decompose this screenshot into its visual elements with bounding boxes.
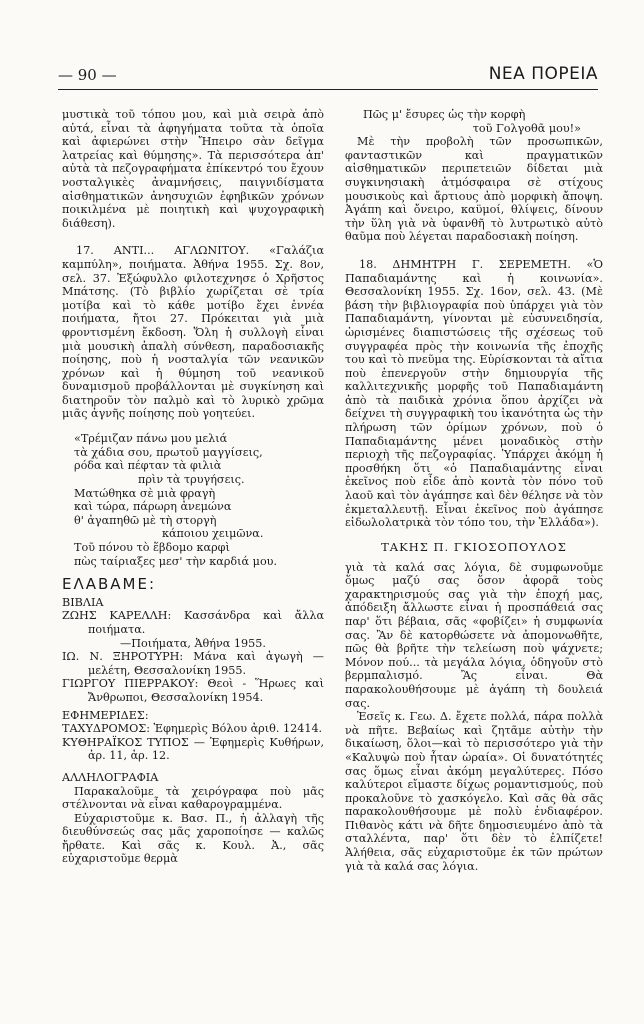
correspondence-note: Παρακαλοῦμε τὰ χειρόγραφα ποὺ μᾶς στέλνονται νὰ εἶναι καθαρογραμμένα. [62, 784, 324, 812]
correspondence-thanks: Εὐχαριστοῦμε κ. Βασ. Π., ἡ ἀλλαγὴ τῆς διευθύνσεώς σας μᾶς χαροποίησε — καλῶς ἤρθατε. Καὶ σᾶς κ. Κουλ. Ἀ., σᾶς εὐχαριστοῦμε θερμὰ [62, 811, 324, 866]
poem-line: πὼς ταίριαξες μεσ' τὴν καρδιά μου. [74, 554, 278, 568]
poem-line: κάποιου χειμῶνα. [162, 527, 264, 541]
reply-paragraph: Ἐσεῖς κ. Γεω. Δ. ἔχετε πολλά, πάρα πολλὰ νὰ πῆτε. Βεβαίως καὶ ζητᾶμε αὐτὴν τὴν δικαίωση, ὅλοι—καὶ τὸ περισσότερο γιὰ τὴν «Καλυψὼ ποὺ ἦταν ὡραία». Οἱ δυνατότητές σας ὅμως εἶναι ἀκόμη μεγαλύτερες. Πόσο καλύτεροι εἴμαστε δίχως ρομαντισμούς, ποὺ προκαλοῦνε τὸ χασκόγελο. Καὶ σᾶς θὰ σᾶς παρακολουθήσουμε μὲ πολὺ ἐνδιαφέρον. Πιθανὸς κάτι νὰ δῆτε δημοσιευμένο ἀπὸ τὰ σταλλέντα, παρ' ὅτι δὲν τὸ ἐλπίζετε! Ἀλήθεια, σᾶς εὐχαριστοῦμε ἐκ τῶν πρώτων γιὰ τὰ καλά σας λόγια. [345, 710, 603, 873]
page-header [58, 62, 598, 92]
book-item: ΖΩΗΣ ΚΑΡΕΛΛΗ: Κασσάνδρα καὶ ἄλλα ποιήματα. [62, 609, 324, 636]
poem-line: ρόδα καὶ πέφταν τὰ φιλιὰ [74, 459, 222, 473]
header-rule [58, 89, 598, 90]
poem-line: θ' ἀγαπηθῶ μὲ τὴ στοργὴ [74, 513, 217, 527]
quote-line: τοῦ Γολγοθᾶ μου!» [472, 121, 581, 135]
poem-line: «Τρέμιζαν πάνω μου μελιά [74, 432, 228, 446]
books-heading: ΒΙΒΛΙΑ [62, 595, 104, 609]
poem-line: καὶ τώρα, πάρωρη ἀνεμώνα [74, 500, 232, 514]
quote-line: Πῶς μ' ἔσυρες ὡς τὴν κορφὴ [363, 108, 526, 121]
newspaper-item: ΤΑΧΥΔΡΟΜΟΣ: Ἐφημερὶς Βόλου ἀριθ. 12414. [62, 722, 323, 736]
poem-line: Τοῦ πόνου τὸ ἕβδομο καρφὶ [74, 541, 230, 554]
author-signature: ΤΑΚΗΣ Π. ΓΚΙΟΣΟΠΟΥΛΟΣ [381, 540, 567, 554]
book-item: —Ποιήματα, Ἀθήνα 1955. [120, 636, 266, 650]
poem-line: τὰ χάδια σου, πρωτοῦ μαγγίσεις, [74, 445, 263, 459]
book-item: ΓΙΩΡΓΟΥ ΠΙΕΡΡΑΚΟΥ: Θεοὶ - Ἥρωες καὶ Ἄνθρωποι, Θεσσαλονίκη 1954. [62, 677, 324, 704]
newspaper-item: ΚΥΘΗΡΑΪΚΟΣ ΤΥΠΟΣ — Ἐφημερὶς Κυθήρων, ἀρ. 11, ἀρ. 12. [62, 735, 324, 763]
left-column [62, 108, 324, 866]
correspondence-heading: ΑΛΛΗΛΟΓΡΑΦΙΑ [62, 770, 159, 784]
right-column [345, 108, 603, 873]
page-number: — 90 — [58, 66, 117, 84]
entry-18: 18. ΔΗΜΗΤΡΗ Γ. ΣΕΡΕΜΕΤΗ. «Ὁ Παπαδιαμάντης καὶ ἡ κοινωνία». Θεσσαλονίκη 1955. Σχ. 16ον, σελ. 43. (Μὲ βάση τὴν βιβλιογραφία ποὺ ὑπάρχει γιὰ τὸν Παπαδιαμάντη, γίνονται μὲ εὐσυνειδησία, ὡρισμένες διαπιστώσεις τῆς σχέσεως τοῦ συγγραφέα πρὸς τὴν κοινωνία τῆς ἐποχῆς του καὶ τὸ πνεῦμα της. Εὑρίσκονται τὰ αἴτια ποὺ ἐπενεργοῦν στὴν δημιουργία τῆς καλλιτεχνικῆς μορφῆς τοῦ Παπαδιαμάντη ἀπὸ τὰ παιδικὰ χρόνια ὅπου ἀρχίζει νὰ δείχνει τὴ συγγραφικὴ του ἱκανότητα ὡς τὴν πλήρωση τῶν ὁρίμων χρόνων, ποὺ ὁ Παπαδιαμάντης μένει μοναδικὸς στὴν περιοχὴ τῆς πεζογραφίας. Ὑπάρχει ἀκόμη ἡ προσθήκη ὅτι «ὁ Παπαδιαμάντης εἶναι ἐκεῖνος ποὺ εἶδε ἀπὸ κοντὰ τὸν πόνο τοῦ λαοῦ καὶ τὸν ἀγάπησε καὶ δὲν θέλησε νὰ τὸν ἐκμεταλλευτῇ. Εἶναι ἐκεῖνος ποὺ ἀγάπησε εἰδωλολατρικὰ τὸν τόπο του, τὴν Ἑλλάδα»). [345, 257, 603, 530]
review-continuation: Μὲ τὴν προβολὴ τῶν προσωπικῶν, φανταστικῶν καὶ πραγματικῶν αἰσθηματικῶν περιπετειῶν δίδεται μιὰ συγκινησιακὴ ἀτμόσφαιρα σὲ στίχους μουσικοὺς καὶ ἄρτιους ἀπὸ μορφικὴ ἄποψη. Ἀγάπη καὶ ὄνειρο, καϋμοί, θλίψεις, δίνουν τὴν ὕλη γιὰ νὰ ὑφανθῆ τὸ λυτρωτικὸ αὐτὸ θαῦμα ποὺ λέγεται παραδοσιακὴ ποίηση. [345, 135, 603, 244]
poem-line: Ματώθηκα σὲ μιὰ φραγὴ [74, 486, 216, 500]
intro-paragraph: μυστικὰ τοῦ τόπου μου, καὶ μιὰ σειρὰ ἀπὸ αὐτά, εἶναι τὰ ἀφηγήματα τοῦτα τὰ ὁποῖα καὶ ἀφιερώνει στὴν Ἤπειρο σὰν δεῖγμα λατρείας καὶ θύμησης». Τὰ περισσότερα ἀπ' αὐτὰ τὰ πεζογραφήματα ἐπίκεντρό του ἔχουν νοσταλγικὲς ἀναμνήσεις, παιγνιδίσματα αἰσθηματικῶν ἀνησυχιῶν ἐφηβικῶν χρόνων ποικιλμένα μὲ ποιητικὴ καὶ ψυχογραφικὴ διάθεση). [62, 108, 324, 230]
newspapers-heading: ΕΦΗΜΕΡΙΔΕΣ: [62, 708, 149, 722]
poem-line: πρὶν τὰ τρυγήσεις. [138, 473, 245, 487]
poem-excerpt [74, 432, 324, 568]
received-heading: ΕΛΑΒΑΜΕ: [62, 575, 157, 594]
reply-paragraph: γιὰ τὰ καλά σας λόγια, δὲ συμφωνοῦμε ὅμως μαζύ σας ὅσον ἀφορᾶ τοὺς χαρακτηρισμούς σας γιὰ τὴν ἐποχή μας, ἀπόδειξη ἄλλωστε εἶναι ἡ προσπάθειά σας παρ' ὅτι βέβαια, σᾶς «φοβίζει» ἡ συμφωνία σας. Ἂν δὲ κατορθώσετε νὰ ἀπομονωθῆτε, πῶς θὰ βρῆτε τὴν τελείωση ποὺ ψάχνετε; Μόνον πού... τὰ μεγάλα λόγια, ὁδηγοῦν στὸ βερμπαλισμό. Ἂς εἶναι. Θὰ παρακολουθήσουμε μὲ ἀγάπη τὴ δουλειά σας. [345, 560, 603, 710]
journal-title: ΝΕΑ ΠΟΡΕΙΑ [488, 64, 598, 84]
entry-17: 17. ΑΝΤΙ... ΑΓΛΩΝΙΤΟΥ. «Γαλάζια καμπύλη», ποιήματα. Ἀθήνα 1955. Σχ. 8ον, σελ. 37. Ἐξώφυλλο φιλοτεχνησε ὁ Χρῆστος Μπάτσης. (Τὸ βιβλίο χωρίζεται σὲ τρία μοτίβα καὶ τὸ κάθε μοτίβο ἔχει ἐννέα ποιήματα, ἤτοι 27. Πρόκειται γιὰ μιὰ φροντισμένη ἔκδοση. Ὅλη ἡ συλλογὴ εἶναι μιὰ μουσικὴ ἁπαλὴ σύνθεση, παραδοσιακῆς ποίησης, ποὺ ἡ νοσταλγία τῶν νεανικῶν χρόνων καὶ ἡ θύμηση τοῦ νεανικοῦ δυναμισμοῦ προβάλλονται μὲ συγκίνηση καὶ διατηροῦν τὸν παλμὸ καὶ τὸ λυρικὸ χρῶμα μιᾶς ἁγνῆς ποίησης ποὺ γοητεύει. [62, 244, 324, 421]
book-item: ΙΩ. Ν. ΞΗΡΟΤΥΡΗ: Μάνα καὶ ἀγωγὴ — μελέτη, Θεσσαλονίκη 1955. [62, 650, 324, 677]
